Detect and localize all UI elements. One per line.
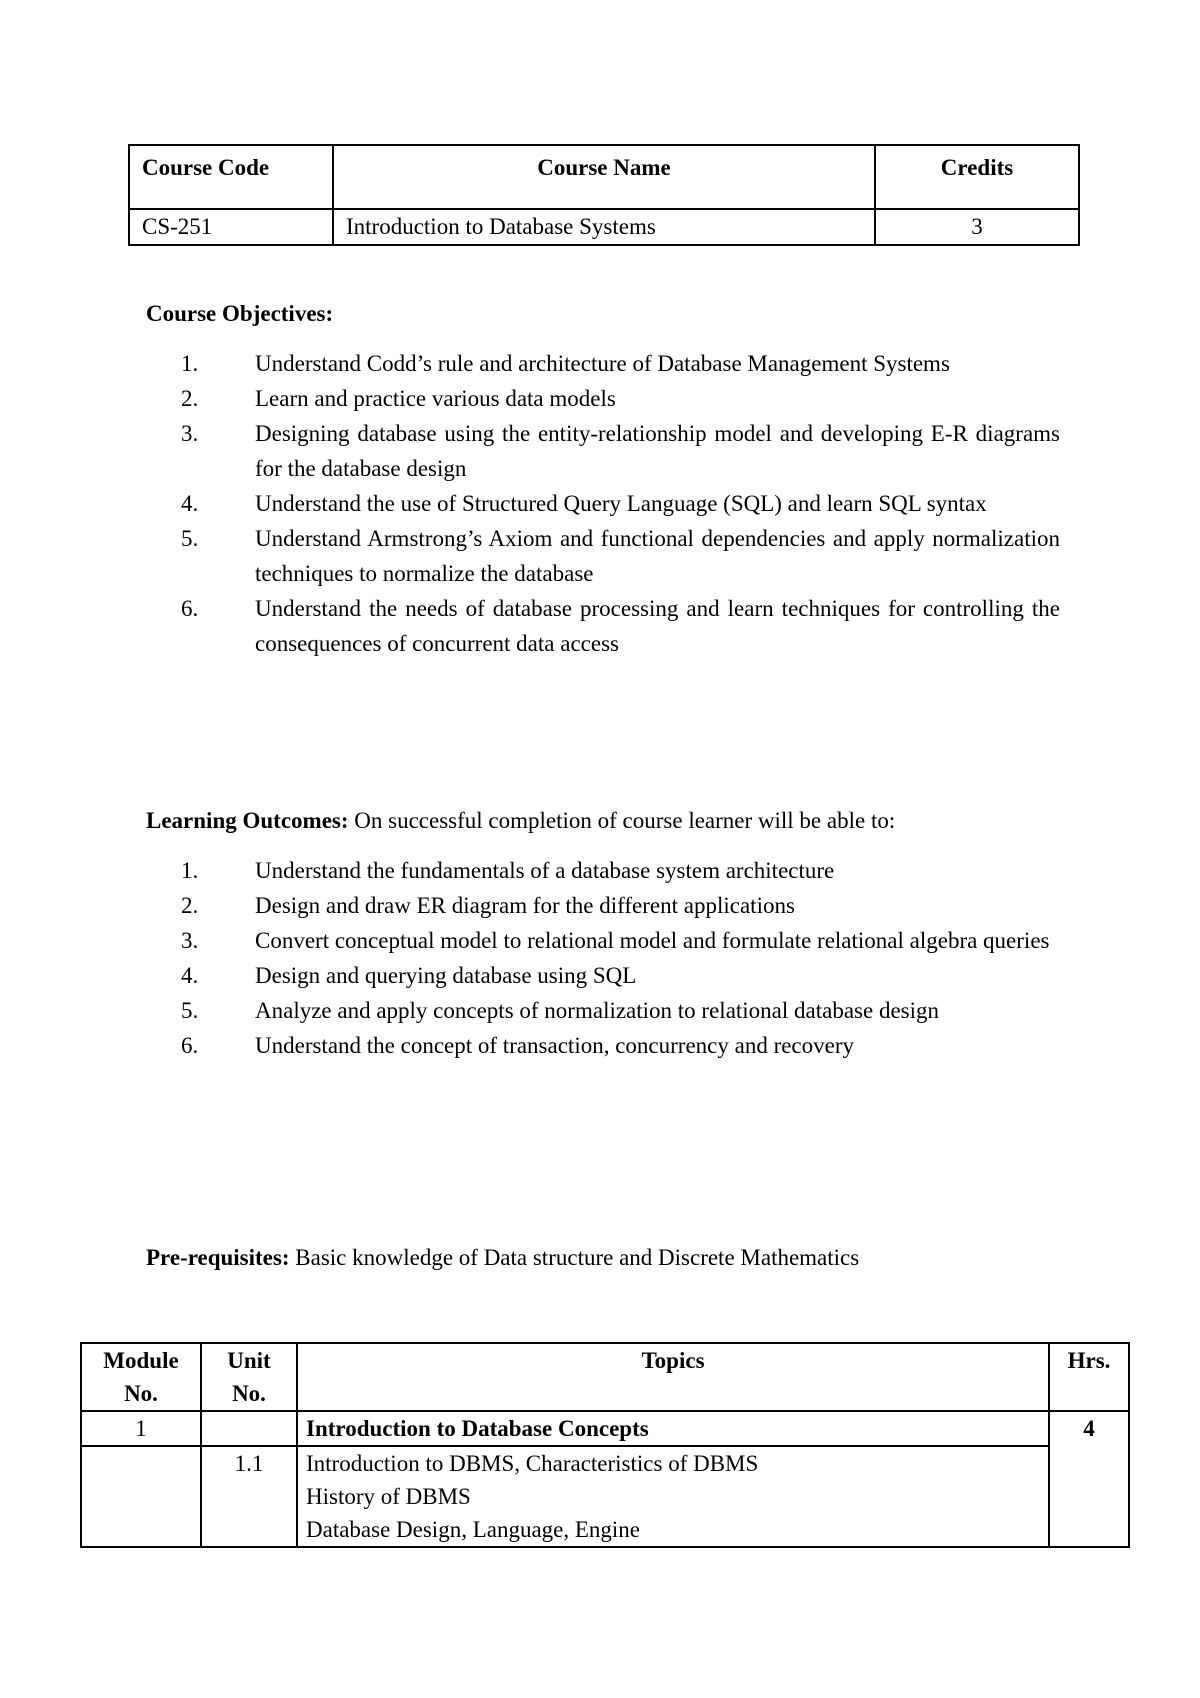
- objective-text: Understand the use of Structured Query Language (SQL) and learn SQL syntax: [255, 491, 987, 516]
- outcome-item: [146, 888, 1060, 923]
- unit-topic-line: History of DBMS: [306, 1484, 471, 1509]
- outcome-item: [146, 993, 1060, 1028]
- header-topics: Topics: [297, 1343, 1049, 1411]
- course-name: Introduction to Database Systems: [333, 209, 875, 245]
- module-table: [80, 1342, 1130, 1548]
- unit-module-empty: [81, 1446, 201, 1547]
- learning-outcomes-title: Learning Outcomes:: [146, 808, 349, 833]
- course-table-header: [129, 145, 1079, 209]
- learning-outcomes-intro-text: On successful completion of course learner will be able to:: [348, 808, 896, 833]
- outcomes-list: [146, 853, 1060, 1063]
- objective-item: [146, 521, 1060, 591]
- objective-item: [146, 416, 1060, 486]
- prerequisites-section: [146, 1240, 1060, 1275]
- outcome-text: Analyze and apply concepts of normalization to relational database design: [255, 998, 940, 1023]
- outcome-item: [146, 958, 1060, 993]
- objective-text: Designing database using the entity-relationship model and developing E-R diagrams for the database design: [255, 421, 1060, 481]
- unit-number: 1.1: [201, 1446, 297, 1547]
- item-number: 4.: [181, 963, 199, 988]
- header-course-name: Course Name: [333, 145, 875, 209]
- module-row: [81, 1411, 1129, 1446]
- unit-topic-line: Database Design, Language, Engine: [306, 1517, 641, 1542]
- item-number: 2.: [181, 893, 199, 918]
- item-number: 6.: [181, 1033, 199, 1058]
- module-hours: 4: [1049, 1411, 1129, 1547]
- outcome-text: Convert conceptual model to relational model and formulate relational algebra queries: [255, 928, 1050, 953]
- outcome-text: Understand the concept of transaction, concurrency and recovery: [255, 1033, 855, 1058]
- unit-row: [81, 1446, 1129, 1547]
- learning-outcomes-section: [146, 803, 1060, 1063]
- prerequisites-label: Pre-requisites:: [146, 1245, 290, 1270]
- module-number: 1: [81, 1411, 201, 1446]
- objectives-list: [146, 346, 1060, 661]
- learning-outcomes-intro: [146, 803, 1060, 838]
- header-module-no: Module No.: [81, 1343, 201, 1411]
- header-credits: Credits: [875, 145, 1079, 209]
- objective-item: [146, 381, 1060, 416]
- outcome-text: Design and draw ER diagram for the different applications: [255, 893, 795, 918]
- outcome-text: Understand the fundamentals of a database system architecture: [255, 858, 835, 883]
- course-table: [128, 144, 1080, 246]
- objective-item: [146, 591, 1060, 661]
- prerequisites-text: Basic knowledge of Data structure and Discrete Mathematics: [289, 1245, 860, 1270]
- objective-text: Learn and practice various data models: [255, 386, 616, 411]
- item-number: 3.: [181, 421, 199, 446]
- objective-item: [146, 346, 1060, 381]
- objective-item: [146, 486, 1060, 521]
- course-code: CS-251: [129, 209, 333, 245]
- module-table-header: [81, 1343, 1129, 1411]
- unit-topics: [297, 1446, 1049, 1547]
- outcome-item: [146, 1028, 1060, 1063]
- outcome-item: [146, 853, 1060, 888]
- objective-text: Understand Codd’s rule and architecture of Database Management Systems: [255, 351, 950, 376]
- item-number: 1.: [181, 858, 199, 883]
- course-objectives-section: [146, 296, 1060, 661]
- item-number: 1.: [181, 351, 199, 376]
- outcome-item: [146, 923, 1060, 958]
- module-title: Introduction to Database Concepts: [297, 1411, 1049, 1446]
- header-hrs: Hrs.: [1049, 1343, 1129, 1411]
- outcome-text: Design and querying database using SQL: [255, 963, 637, 988]
- objective-text: Understand Armstrong’s Axiom and functional dependencies and apply normalization techniques to normalize the database: [255, 526, 1060, 586]
- course-table-row: [129, 209, 1079, 245]
- header-unit-no: Unit No.: [201, 1343, 297, 1411]
- module-unit-empty: [201, 1411, 297, 1446]
- item-number: 6.: [181, 596, 199, 621]
- item-number: 5.: [181, 526, 199, 551]
- item-number: 5.: [181, 998, 199, 1023]
- item-number: 3.: [181, 928, 199, 953]
- header-course-code: Course Code: [129, 145, 333, 209]
- course-objectives-title: Course Objectives:: [146, 301, 334, 326]
- item-number: 4.: [181, 491, 199, 516]
- unit-topic-line: Introduction to DBMS, Characteristics of DBMS: [306, 1451, 759, 1476]
- item-number: 2.: [181, 386, 199, 411]
- objective-text: Understand the needs of database processing and learn techniques for controlling the consequences of concurrent data access: [255, 596, 1060, 656]
- course-credits: 3: [875, 209, 1079, 245]
